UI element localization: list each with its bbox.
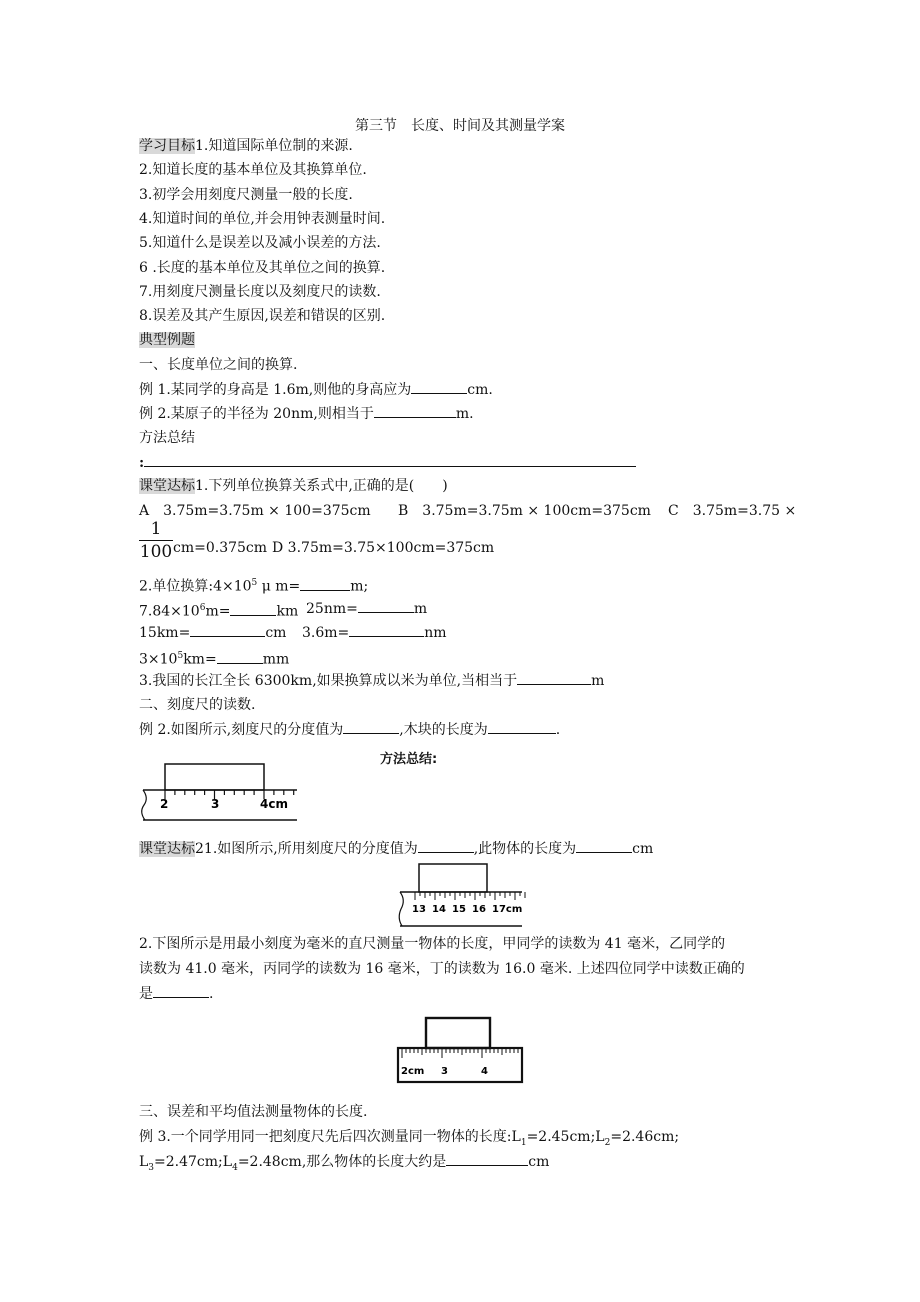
objective-item: 6 .长度的基本单位及其单位之间的换算. <box>139 260 386 276</box>
examples-label: 典型例题 <box>139 332 195 348</box>
measured-object <box>426 1018 490 1048</box>
answer-blank <box>230 601 276 616</box>
tick-label: 2 <box>160 797 169 811</box>
answer-blank <box>517 670 591 685</box>
practice-label: 课堂达标 <box>139 478 195 494</box>
practice2-q2-line1: 2.下图所示是用最小刻度为毫米的直尺测量一物体的长度，甲同学的读数为 41 毫米，乙同学的 <box>139 936 726 952</box>
answer-blank <box>300 576 350 591</box>
ruler-figure-3 <box>394 1016 526 1086</box>
tick-label: 3 <box>441 1066 448 1077</box>
objective-item: 8.误差及其产生原因,误差和错误的区别. <box>139 308 386 324</box>
tick-label: 15 <box>452 904 466 915</box>
answer-blank <box>418 838 474 853</box>
method-summary-line: : <box>139 452 636 473</box>
example-3-line1: 例 3.一个同学用同一把刻度尺先后四次测量同一物体的长度$:L_1=2.45cm;L_2=2.46cm$; <box>139 1129 680 1148</box>
tick-label: 4 <box>481 1066 488 1077</box>
section3-heading: 三、误差和平均值法测量物体的长度. <box>139 1104 368 1120</box>
tick-label: 2cm <box>401 1066 425 1077</box>
method-summary-bold: 方法总结: <box>380 752 438 767</box>
measured-object <box>419 864 487 892</box>
section1-heading: 一、长度单位之间的换算. <box>139 357 298 373</box>
ruler-broken-end <box>142 790 147 820</box>
answer-blank <box>411 379 467 394</box>
objectives-line-1 <box>139 136 353 156</box>
practice2-q2-line3: 是 . <box>139 983 213 1004</box>
page-title: 第三节 长度、时间及其测量学案 <box>355 118 565 134</box>
answer-blank <box>358 598 414 613</box>
example-2: 例 2.某原子的半径为 20nm,则相当于 m. <box>139 403 474 424</box>
tick-label: 17cm <box>492 904 523 915</box>
objective-item: 2.知道长度的基本单位及其换算单位. <box>139 162 367 178</box>
conversion-row-1: $7.84\times 10^6m=$ km <box>139 598 298 622</box>
conversion-row-2b: 3.6m= nm <box>302 622 447 643</box>
tick-label: 14 <box>432 904 446 915</box>
tick-label: 4cm <box>260 797 288 811</box>
practice1-q3: 3.我国的长江全长 6300km,如果换算成以米为单位,当相当于 m <box>139 670 604 691</box>
objective-item: 5.知道什么是误差以及减小误差的方法. <box>139 235 381 251</box>
objective-item: 4.知道时间的单位,并会用钟表测量时间. <box>139 211 386 227</box>
practice-label: 课堂达标 <box>139 841 195 857</box>
answer-blank <box>488 719 556 734</box>
section2-example: 例 2.如图所示,刻度尺的分度值为 ,木块的长度为 . <box>139 719 560 740</box>
example-1: 例 1.某同学的身高是 1.6m,则他的身高应为 cm. <box>139 379 493 400</box>
ruler-ticks <box>402 1048 518 1058</box>
option-b: B 3.75m=3.75m × 100cm=375cm <box>398 503 651 519</box>
option-c: C 3.75m=3.75 × <box>668 503 797 519</box>
option-c-tail: cm=0.375cm <box>173 540 268 556</box>
objectives-label: 学习目标 <box>139 138 195 154</box>
answer-blank <box>217 649 263 664</box>
option-a: A 3.75m=3.75m × 100=375cm <box>139 503 371 519</box>
practice2-q2-line2: 读数为 41.0 毫米，丙同学的读数为 16 毫米，丁的读数为 16.0 毫米. 上述四位同学中读数正确的 <box>139 961 745 977</box>
answer-blank <box>144 452 636 467</box>
ruler-figure-1 <box>139 758 299 824</box>
practice1-q1: 课堂达标1.下列单位换算关系式中,正确的是( ) <box>139 478 448 494</box>
answer-blank <box>190 622 265 637</box>
ruler-figure-2 <box>397 860 525 928</box>
ruler-broken-end <box>399 892 403 926</box>
answer-blank <box>153 983 209 998</box>
answer-blank <box>374 403 456 418</box>
tick-label: 16 <box>472 904 486 915</box>
objective-item: 7.用刻度尺测量长度以及刻度尺的读数. <box>139 284 381 300</box>
practice1-q2: 2.单位换算$:4\times 10^5$ μ m= m; <box>139 573 368 597</box>
example-3-line2: $L_3=2.47cm;L_4=2.48cm$,那么物体的长度大约是 cm <box>139 1151 549 1178</box>
practice2-q1: 课堂达标21.如图所示,所用刻度尺的分度值为 ,此物体的长度为 cm <box>139 838 653 859</box>
ruler-ticks <box>415 892 525 900</box>
conversion-row-2: 15km= cm <box>139 622 286 643</box>
method-summary-label: 方法总结 <box>139 430 195 446</box>
objective-item: 3.初学会用刻度尺测量一般的长度. <box>139 187 353 203</box>
option-d: D 3.75m=3.75×100cm=375cm <box>272 540 495 556</box>
conversion-row-1b: 25nm= m <box>306 598 427 619</box>
fraction: $\frac{1}{100}$ <box>139 519 173 562</box>
answer-blank <box>349 622 424 637</box>
section2-heading: 二、刻度尺的读数. <box>139 697 256 713</box>
answer-blank <box>576 838 632 853</box>
objective-item: 1.知道国际单位制的来源. <box>195 138 353 154</box>
tick-label: 3 <box>211 797 220 811</box>
tick-label: 13 <box>412 904 426 915</box>
wooden-block <box>165 764 264 790</box>
answer-blank <box>343 719 399 734</box>
conversion-row-3: $3\times 10^5km=$ mm <box>139 646 289 670</box>
answer-blank <box>446 1151 528 1166</box>
